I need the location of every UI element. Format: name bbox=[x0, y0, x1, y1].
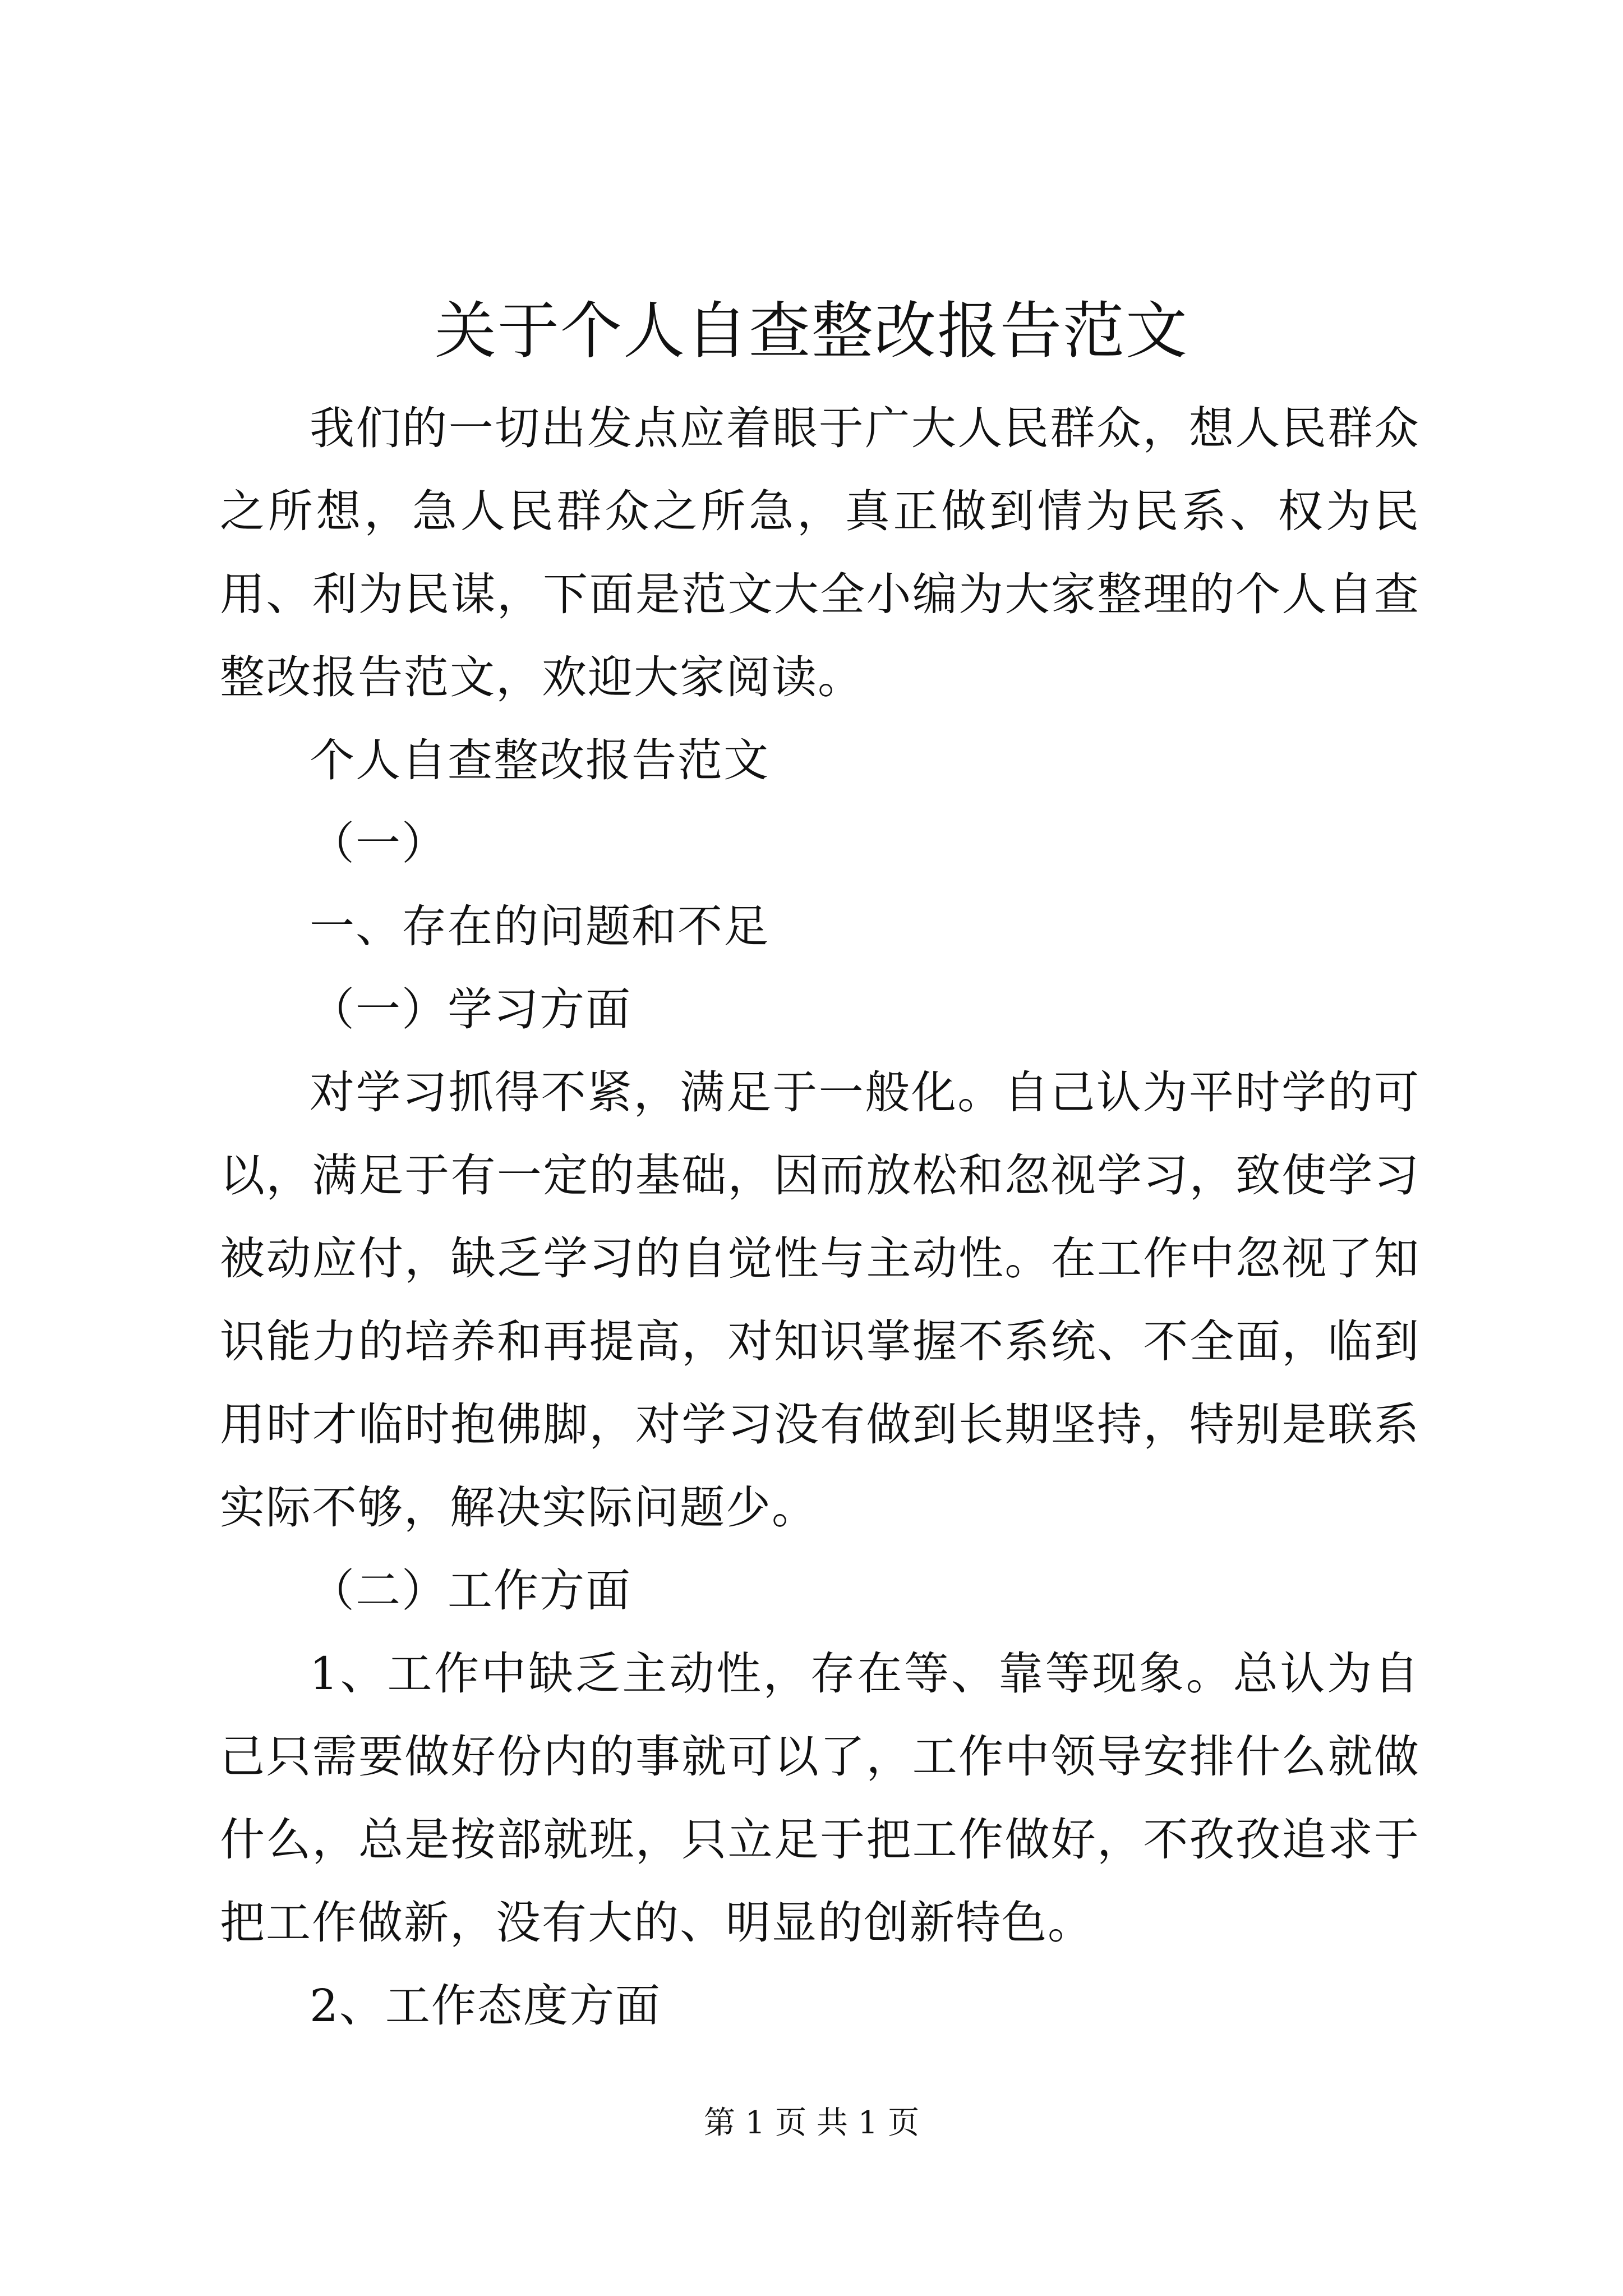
intro-paragraph: 我们的一切出发点应着眼于广大人民群众，想人民群众之所想，急人民群众之所急，真正做到情为民系、权为民用、利为民谋，下面是范文大全小编为大家整理的个人自查整改报告范文，欢迎大家阅读。 bbox=[220, 402, 1420, 703]
subsection-heading-work: （二）工作方面 bbox=[310, 1565, 631, 1617]
section-number: （一） bbox=[310, 817, 448, 869]
work-paragraph: 1、工作中缺乏主动性，存在等、靠等现象。总认为自己只需要做好份内的事就可以了，工作中领导安排什么就做什么，总是按部就班，只立足于把工作做好，不孜孜追求于把工作做新，没有大的、明显的创新特色。 bbox=[220, 1648, 1420, 1949]
page-title: 关于个人自查整改报告范文 bbox=[435, 295, 1188, 367]
subsection-heading-study: （一）学习方面 bbox=[310, 983, 631, 1036]
study-paragraph: 对学习抓得不紧，满足于一般化。自己认为平时学的可以，满足于有一定的基础，因而放松和忽视学习，致使学习被动应付，缺乏学习的自觉性与主动性。在工作中忽视了知识能力的培养和再提高，对知识掌握不系统、不全面，临到用时才临时抱佛脚，对学习没有做到长期坚持，特别是联系实际不够，解决实际问题少。 bbox=[220, 1066, 1420, 1534]
subsection-heading: 一、存在的问题和不足 bbox=[310, 900, 769, 953]
work-attitude-heading: 2、工作态度方面 bbox=[310, 1980, 661, 2032]
document-body bbox=[220, 387, 1420, 2047]
section-heading: 个人自查整改报告范文 bbox=[310, 734, 769, 786]
page-footer: 第 1 页 共 1 页 bbox=[703, 2105, 920, 2141]
